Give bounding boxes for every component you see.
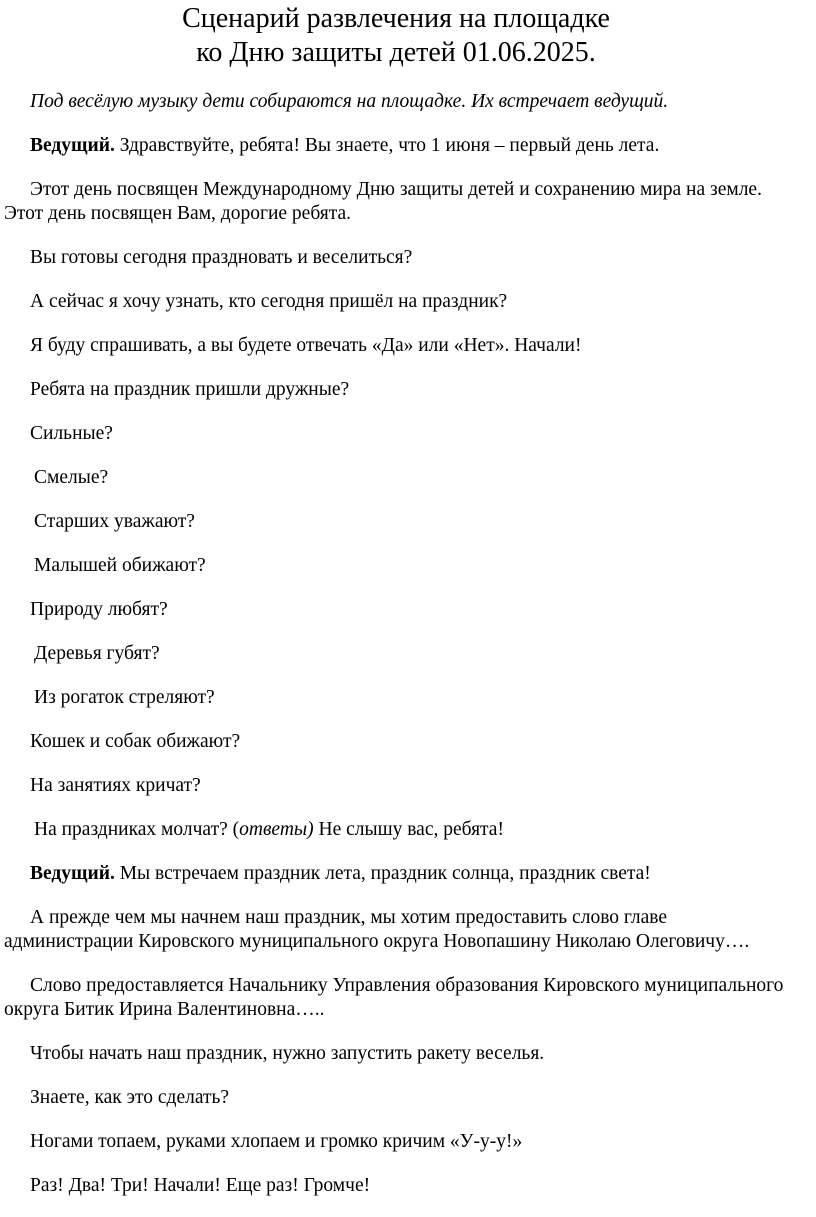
question-silent (4, 818, 788, 842)
intro-paragraph: Под весёлую музыку дети собираются на площадке. Их встречает ведущий. (30, 91, 669, 112)
document-page (0, 2, 816, 1217)
paragraph-education: Слово предоставляется Начальнику Управления образования Кировского муниципального округа Битик Ирина Валентиновна….. (4, 975, 784, 1020)
question-brave: Смелые? (34, 467, 109, 488)
paragraph-count: Раз! Два! Три! Начали! Еще раз! Громче! (30, 1175, 371, 1196)
question-shout: На занятиях кричат? (30, 775, 201, 796)
question-pets: Кошек и собак обижают? (30, 731, 241, 752)
paragraph-head-admin: А прежде чем мы начнем наш праздник, мы хотим предоставить слово главе администрации Кировского муниципального округа Новопашину Николаю Олеговичу…. (4, 907, 750, 952)
summer-text: Мы встречаем праздник лета, праздник солнца, праздник света! (114, 863, 651, 884)
paragraph-greeting (4, 134, 788, 158)
question-nature: Природу любят? (30, 599, 168, 620)
paragraph-summer (4, 862, 788, 886)
question-silent-text: На праздниках молчат? ( (34, 819, 240, 840)
title-line-1: Сценарий развлечения на площадке (182, 3, 610, 34)
paragraph-rules: Я буду спрашивать, а вы будете отвечать «Да» или «Нет». Начали! (30, 335, 582, 356)
paragraph-holiday: Этот день посвящен Международному Дню защиты детей и сохранению мира на земле. Этот день посвящен Вам, дорогие ребята. (4, 179, 762, 224)
answers-note: ответы) (239, 819, 314, 840)
paragraph-ready: Вы готовы сегодня праздновать и веселиться? (30, 247, 413, 268)
paragraph-rocket: Чтобы начать наш праздник, нужно запустить ракету веселья. (30, 1043, 545, 1064)
question-offend-kids: Малышей обижают? (34, 555, 206, 576)
question-trees: Деревья губят? (34, 643, 160, 664)
speaker-label-2: Ведущий. (30, 863, 115, 884)
paragraph-stomp: Ногами топаем, руками хлопаем и громко кричим «У-у-у!» (30, 1131, 523, 1152)
paragraph-who-came: А сейчас я хочу узнать, кто сегодня пришёл на праздник? (30, 291, 508, 312)
question-friendly: Ребята на праздник пришли дружные? (30, 379, 350, 400)
question-strong: Сильные? (30, 423, 113, 444)
title-line-2: ко Дню защиты детей 01.06.2025. (196, 37, 596, 68)
speaker-label: Ведущий. (30, 135, 115, 156)
cant-hear-text: Не слышу вас, ребята! (313, 819, 504, 840)
greeting-text: Здравствуйте, ребята! Вы знаете, что 1 июня – первый день лета. (114, 135, 660, 156)
question-respect: Старших уважают? (34, 511, 195, 532)
question-slingshots: Из рогаток стреляют? (34, 687, 215, 708)
document-title (4, 2, 788, 70)
paragraph-how: Знаете, как это сделать? (30, 1087, 230, 1108)
